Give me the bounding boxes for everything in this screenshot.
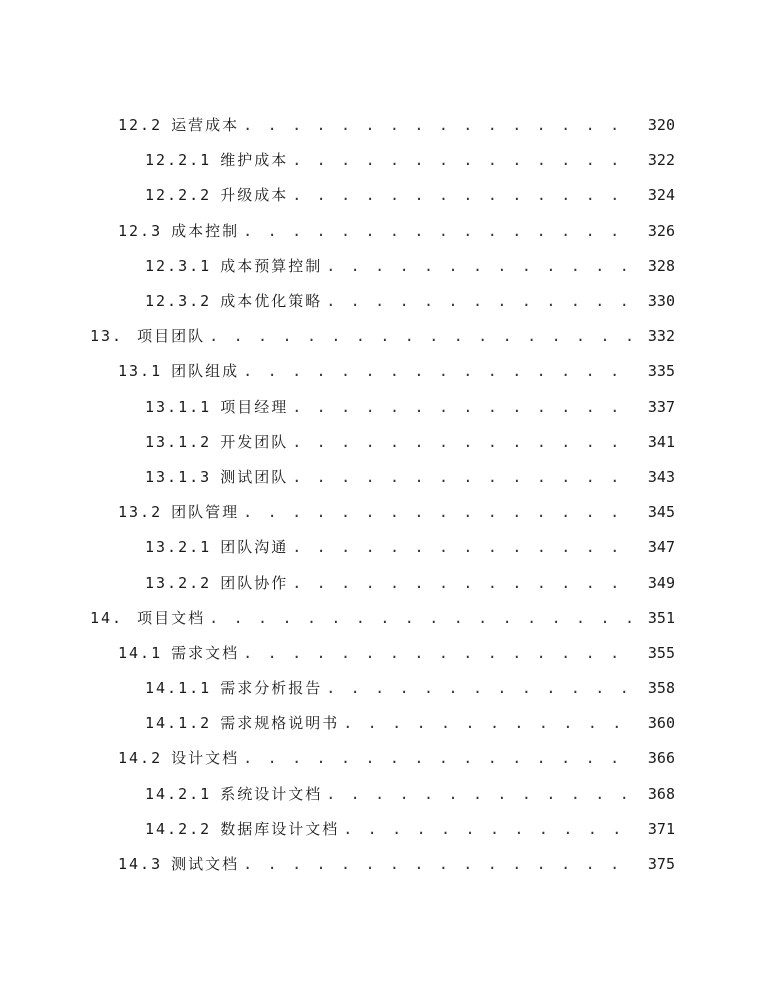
- dot-leader: [243, 222, 637, 240]
- dot-leader: [243, 855, 637, 873]
- toc-entry-title: 数据库设计文档: [220, 819, 340, 838]
- toc-entry[interactable]: [0, 494, 765, 529]
- toc-entry[interactable]: [0, 389, 765, 424]
- toc-entry-title: 团队协作: [220, 573, 289, 592]
- toc-entry-page: 349: [647, 573, 675, 592]
- toc-entry-page: 324: [647, 186, 675, 205]
- toc-entry[interactable]: [0, 635, 765, 670]
- toc-entry-title: 项目经理: [220, 397, 289, 416]
- toc-entry-title: 维护成本: [220, 151, 289, 170]
- toc-entry-title: 团队管理: [171, 503, 240, 522]
- toc-entry-page: 360: [647, 714, 675, 733]
- toc-entry[interactable]: [0, 318, 765, 353]
- toc-entry-number: 13.1.3: [145, 467, 212, 486]
- toc-entry-title: 测试文档: [171, 855, 240, 874]
- toc-entry-title: 团队沟通: [220, 538, 289, 557]
- dot-leader: [326, 785, 637, 803]
- toc-entry-title: 项目团队: [137, 327, 206, 346]
- toc-entry-number: 13.1.2: [145, 432, 212, 451]
- toc-entry-number: 13.1.1: [145, 397, 212, 416]
- toc-entry-page: 337: [647, 397, 675, 416]
- toc-entry-number: 12.2.1: [145, 151, 212, 170]
- toc-entry-title: 成本控制: [171, 221, 240, 240]
- toc-entry[interactable]: [0, 600, 765, 635]
- toc-entry-title: 测试团队: [220, 467, 289, 486]
- toc-entry[interactable]: [0, 142, 765, 177]
- toc-entry-number: 13.2: [118, 503, 163, 522]
- toc-entry-number: 12.3.2: [145, 292, 212, 311]
- toc-entry-number: 12.2.2: [145, 186, 212, 205]
- toc-entry-page: 355: [647, 643, 675, 662]
- dot-leader: [292, 538, 637, 556]
- toc-entry-title: 项目文档: [137, 608, 206, 627]
- toc-entry[interactable]: [0, 213, 765, 248]
- dot-leader: [209, 327, 637, 345]
- dot-leader: [243, 644, 637, 662]
- toc-entry[interactable]: [0, 248, 765, 283]
- toc-entry-page: 371: [647, 819, 675, 838]
- dot-leader: [326, 257, 637, 275]
- toc-entry-page: 335: [647, 362, 675, 381]
- toc-entry-number: 14.1: [118, 643, 163, 662]
- toc-entry-title: 运营成本: [171, 116, 240, 135]
- dot-leader: [292, 151, 637, 169]
- toc-entry-title: 团队组成: [171, 362, 240, 381]
- toc-entry-page: 358: [647, 679, 675, 698]
- toc-entry-title: 需求分析报告: [220, 679, 323, 698]
- toc-entry[interactable]: [0, 107, 765, 142]
- toc-entry-page: 345: [647, 503, 675, 522]
- toc-entry-number: 14.2: [118, 749, 163, 768]
- dot-leader: [243, 749, 637, 767]
- toc-entry-number: 12.2: [118, 116, 163, 135]
- toc-entry-page: 351: [647, 608, 675, 627]
- toc-entry-title: 需求文档: [171, 643, 240, 662]
- toc-entry-page: 326: [647, 221, 675, 240]
- dot-leader: [292, 398, 637, 416]
- toc-entry[interactable]: [0, 283, 765, 318]
- toc-entry[interactable]: [0, 740, 765, 775]
- dot-leader: [292, 468, 637, 486]
- toc-entry-title: 系统设计文档: [220, 784, 323, 803]
- toc-entry-number: 13.2.1: [145, 538, 212, 557]
- toc-entry[interactable]: [0, 705, 765, 740]
- dot-leader: [209, 609, 637, 627]
- toc-entry[interactable]: [0, 670, 765, 705]
- toc-entry-number: 14.1.2: [145, 714, 212, 733]
- dot-leader: [243, 116, 637, 134]
- dot-leader: [292, 574, 637, 592]
- toc-entry-title: 需求规格说明书: [220, 714, 340, 733]
- toc-entry-number: 13.: [90, 327, 124, 346]
- toc-entry-page: 328: [647, 256, 675, 275]
- toc-entry-number: 13.1: [118, 362, 163, 381]
- toc-entry-number: 12.3.1: [145, 256, 212, 275]
- toc-entry-title: 成本优化策略: [220, 292, 323, 311]
- toc-entry-page: 343: [647, 467, 675, 486]
- toc-entry-title: 升级成本: [220, 186, 289, 205]
- dot-leader: [243, 362, 637, 380]
- toc-entry-page: 347: [647, 538, 675, 557]
- toc-entry-page: 320: [647, 116, 675, 135]
- toc-entry-page: 341: [647, 432, 675, 451]
- toc-entry[interactable]: [0, 811, 765, 846]
- toc-entry-number: 14.1.1: [145, 679, 212, 698]
- dot-leader: [326, 679, 637, 697]
- dot-leader: [343, 714, 637, 732]
- toc-entry[interactable]: [0, 564, 765, 599]
- toc-entry[interactable]: [0, 353, 765, 388]
- toc-entry-number: 14.3: [118, 855, 163, 874]
- toc-entry-number: 14.: [90, 608, 124, 627]
- toc-entry[interactable]: [0, 776, 765, 811]
- toc-entry-page: 330: [647, 292, 675, 311]
- toc-entry-page: 368: [647, 784, 675, 803]
- dot-leader: [343, 820, 637, 838]
- dot-leader: [243, 503, 637, 521]
- toc-entry-page: 375: [647, 855, 675, 874]
- toc-entry-title: 开发团队: [220, 432, 289, 451]
- toc-entry-number: 13.2.2: [145, 573, 212, 592]
- toc-entry-title: 成本预算控制: [220, 256, 323, 275]
- table-of-contents: [0, 107, 765, 881]
- toc-entry[interactable]: [0, 846, 765, 881]
- toc-entry-number: 14.2.2: [145, 819, 212, 838]
- toc-entry[interactable]: [0, 177, 765, 212]
- toc-entry-number: 12.3: [118, 221, 163, 240]
- toc-entry-page: 322: [647, 151, 675, 170]
- toc-entry-page: 332: [647, 327, 675, 346]
- toc-entry[interactable]: [0, 459, 765, 494]
- toc-entry[interactable]: [0, 529, 765, 564]
- toc-entry-page: 366: [647, 749, 675, 768]
- toc-entry-number: 14.2.1: [145, 784, 212, 803]
- dot-leader: [292, 433, 637, 451]
- toc-entry-title: 设计文档: [171, 749, 240, 768]
- dot-leader: [326, 292, 637, 310]
- dot-leader: [292, 186, 637, 204]
- toc-entry[interactable]: [0, 424, 765, 459]
